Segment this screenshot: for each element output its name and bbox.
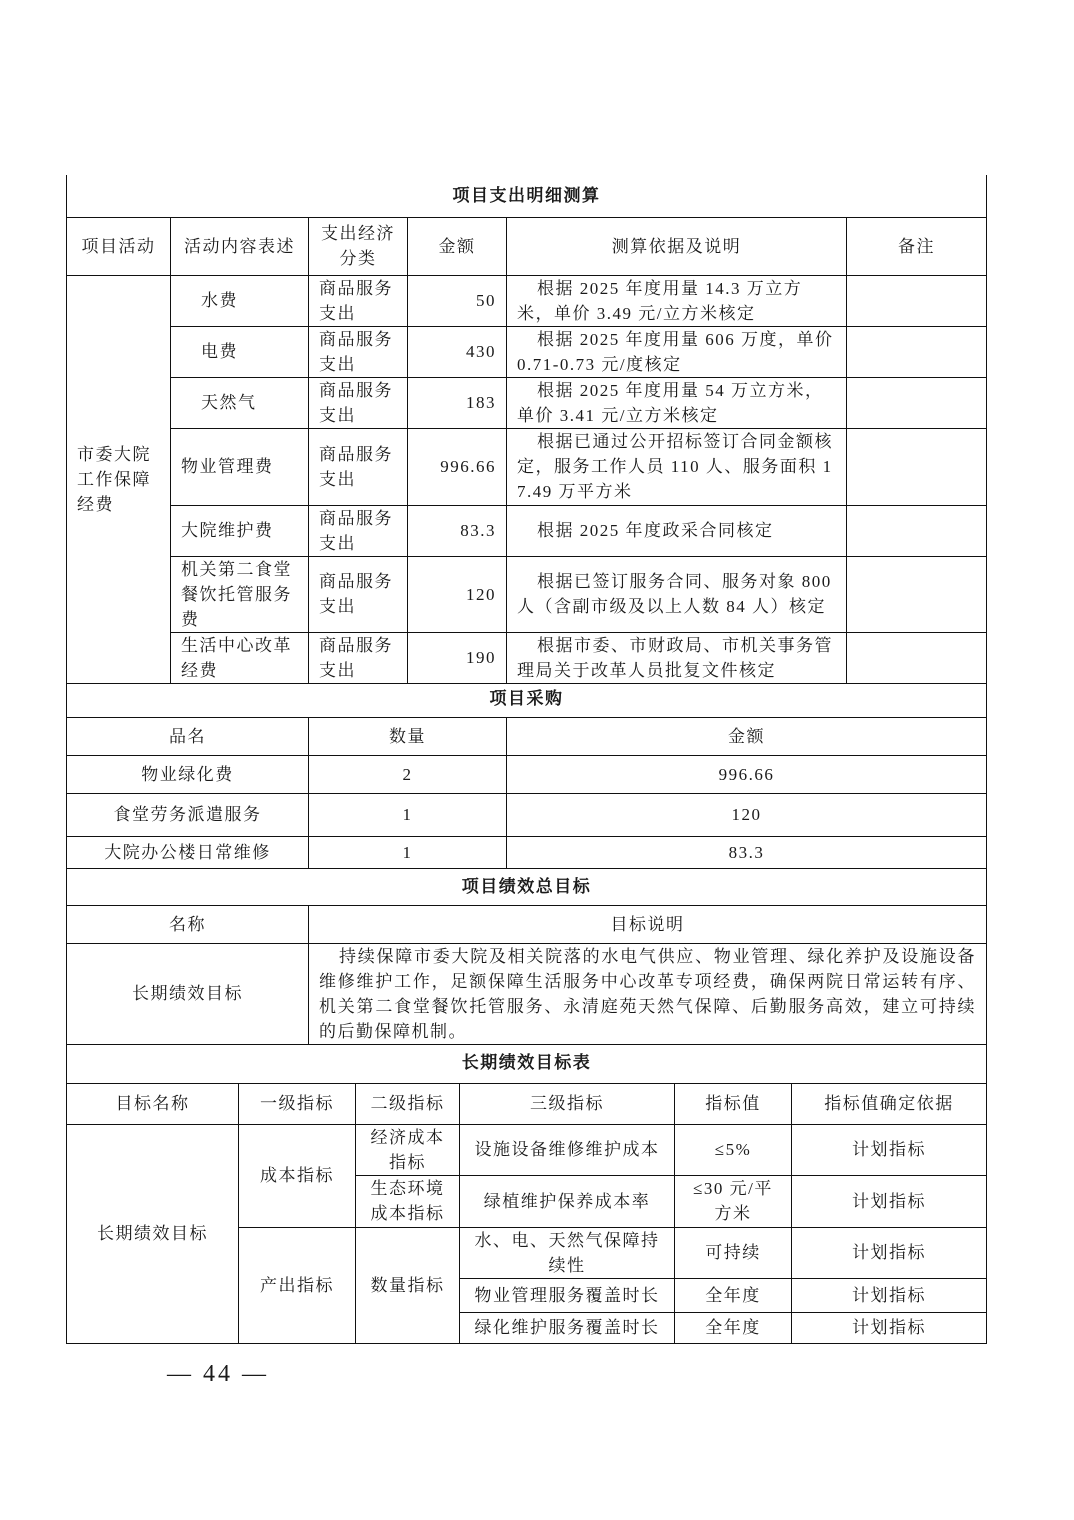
header-indicator-value: 指标值: [675, 1083, 792, 1124]
overall-goal-title: 项目绩效总目标: [67, 868, 987, 905]
expense-category-cell: 商品服务支出: [309, 632, 408, 683]
indicator-value-cell: 可持续: [675, 1227, 792, 1278]
remark-cell: [847, 632, 987, 683]
calculation-basis-cell: 根据 2025 年度用量 606 万度，单价 0.71-0.73 元/度核定: [507, 326, 847, 377]
amount-cell: 120: [408, 556, 507, 632]
quantity-cell: 1: [309, 836, 507, 868]
header-goal-description: 目标说明: [309, 905, 987, 943]
header-project-activity: 项目活动: [67, 217, 171, 275]
remark-cell: [847, 326, 987, 377]
expense-category-cell: 商品服务支出: [309, 428, 408, 505]
amount-cell: 50: [408, 275, 507, 326]
indicator-value-cell: 全年度: [675, 1278, 792, 1312]
calculation-basis-cell: 根据已通过公开招标签订合同金额核定，服务工作人员 110 人、服务面积 17.49 万平方米: [507, 428, 847, 505]
calculation-basis-cell: 根据 2025 年度政采合同核定: [507, 505, 847, 556]
expense-category-cell: 商品服务支出: [309, 556, 408, 632]
calculation-basis-cell: 根据 2025 年度用量 54 万立方米，单价 3.41 元/立方米核定: [507, 377, 847, 428]
level3-indicator-cell: 绿植维护保养成本率: [460, 1175, 675, 1227]
header-amount: 金额: [507, 717, 987, 755]
long-term-goal-table: [66, 1043, 987, 1344]
goal-description-cell: 持续保障市委大院及相关院落的水电气供应、物业管理、绿化养护及设施设备维修维护工作，足额保障生活服务中心改革专项经费，确保两院日常运转有序、机关第二食堂餐饮托管服务、永清庭苑天然气保障、后勤服务高效，建立可持续的后勤保障机制。: [309, 943, 987, 1044]
header-level2-indicator: 二级指标: [356, 1083, 460, 1124]
value-basis-cell: 计划指标: [792, 1227, 987, 1278]
indicator-row: [67, 1124, 987, 1175]
item-name-cell: 大院办公楼日常维修: [67, 836, 309, 868]
procurement-row: [67, 793, 987, 836]
remark-cell: [847, 275, 987, 326]
expense-detail-title: 项目支出明细测算: [67, 175, 987, 217]
long-term-header-row: [67, 1083, 987, 1124]
calculation-basis-cell: 根据市委、市财政局、市机关事务管理局关于改革人员批复文件核定: [507, 632, 847, 683]
procurement-row: [67, 755, 987, 793]
activity-content-cell: 机关第二食堂餐饮托管服务费: [171, 556, 309, 632]
header-item-name: 品名: [67, 717, 309, 755]
value-basis-cell: 计划指标: [792, 1175, 987, 1227]
amount-cell: 996.66: [408, 428, 507, 505]
quantity-cell: 2: [309, 755, 507, 793]
page-number: — 44 —: [167, 1361, 269, 1387]
expense-row: [67, 326, 987, 377]
header-quantity: 数量: [309, 717, 507, 755]
header-expense-category: 支出经济分类: [309, 217, 408, 275]
header-remark: 备注: [847, 217, 987, 275]
calculation-basis-cell: 根据 2025 年度用量 14.3 万立方米，单价 3.49 元/立方米核定: [507, 275, 847, 326]
overall-goal-header-row: [67, 905, 987, 943]
amount-cell: 996.66: [507, 755, 987, 793]
overall-goal-table: [66, 868, 987, 1045]
amount-cell: 183: [408, 377, 507, 428]
expense-detail-table: [66, 175, 987, 684]
item-name-cell: 食堂劳务派遣服务: [67, 793, 309, 836]
procurement-row: [67, 836, 987, 868]
goal-name-cell: 长期绩效目标: [67, 943, 309, 1044]
header-name: 名称: [67, 905, 309, 943]
level2-indicator-cell: 数量指标: [356, 1227, 460, 1343]
indicator-value-cell: ≤5%: [675, 1124, 792, 1175]
activity-content-cell: 生活中心改革经费: [171, 632, 309, 683]
amount-cell: 83.3: [507, 836, 987, 868]
procurement-title: 项目采购: [67, 680, 987, 717]
level3-indicator-cell: 设施设备维修维护成本: [460, 1124, 675, 1175]
level3-indicator-cell: 物业管理服务覆盖时长: [460, 1278, 675, 1312]
expense-category-cell: 商品服务支出: [309, 326, 408, 377]
value-basis-cell: 计划指标: [792, 1312, 987, 1343]
header-goal-name: 目标名称: [67, 1083, 239, 1124]
expense-row: [67, 556, 987, 632]
expense-category-cell: 商品服务支出: [309, 505, 408, 556]
level1-indicator-cell: 产出指标: [239, 1227, 356, 1343]
project-activity-cell: 市委大院工作保障经费: [67, 275, 171, 683]
expense-header-row: [67, 217, 987, 275]
indicator-value-cell: ≤30 元/平方米: [675, 1175, 792, 1227]
activity-content-cell: 天然气: [171, 377, 309, 428]
expense-row: [67, 428, 987, 505]
overall-goal-row: [67, 943, 987, 1044]
value-basis-cell: 计划指标: [792, 1278, 987, 1312]
expense-row: [67, 275, 987, 326]
activity-content-cell: 电费: [171, 326, 309, 377]
activity-content-cell: 大院维护费: [171, 505, 309, 556]
expense-row: [67, 505, 987, 556]
value-basis-cell: 计划指标: [792, 1124, 987, 1175]
remark-cell: [847, 556, 987, 632]
amount-cell: 430: [408, 326, 507, 377]
calculation-basis-cell: 根据已签订服务合同、服务对象 800 人（含副市级及以上人数 84 人）核定: [507, 556, 847, 632]
header-value-basis: 指标值确定依据: [792, 1083, 987, 1124]
activity-content-cell: 水费: [171, 275, 309, 326]
expense-row: [67, 377, 987, 428]
amount-cell: 190: [408, 632, 507, 683]
quantity-cell: 1: [309, 793, 507, 836]
level3-indicator-cell: 水、电、天然气保障持续性: [460, 1227, 675, 1278]
expense-category-cell: 商品服务支出: [309, 275, 408, 326]
header-level3-indicator: 三级指标: [460, 1083, 675, 1124]
indicator-value-cell: 全年度: [675, 1312, 792, 1343]
item-name-cell: 物业绿化费: [67, 755, 309, 793]
level2-indicator-cell: 经济成本指标: [356, 1124, 460, 1175]
header-level1-indicator: 一级指标: [239, 1083, 356, 1124]
amount-cell: 83.3: [408, 505, 507, 556]
header-activity-content: 活动内容表述: [171, 217, 309, 275]
goal-name-cell: 长期绩效目标: [67, 1124, 239, 1343]
level3-indicator-cell: 绿化维护服务覆盖时长: [460, 1312, 675, 1343]
header-amount: 金额: [408, 217, 507, 275]
activity-content-cell: 物业管理费: [171, 428, 309, 505]
long-term-goal-title: 长期绩效目标表: [67, 1043, 987, 1083]
expense-row: [67, 632, 987, 683]
expense-category-cell: 商品服务支出: [309, 377, 408, 428]
header-calculation-basis: 测算依据及说明: [507, 217, 847, 275]
remark-cell: [847, 428, 987, 505]
level2-indicator-cell: 生态环境成本指标: [356, 1175, 460, 1227]
procurement-header-row: [67, 717, 987, 755]
remark-cell: [847, 377, 987, 428]
procurement-table: [66, 680, 987, 869]
level1-indicator-cell: 成本指标: [239, 1124, 356, 1227]
amount-cell: 120: [507, 793, 987, 836]
remark-cell: [847, 505, 987, 556]
